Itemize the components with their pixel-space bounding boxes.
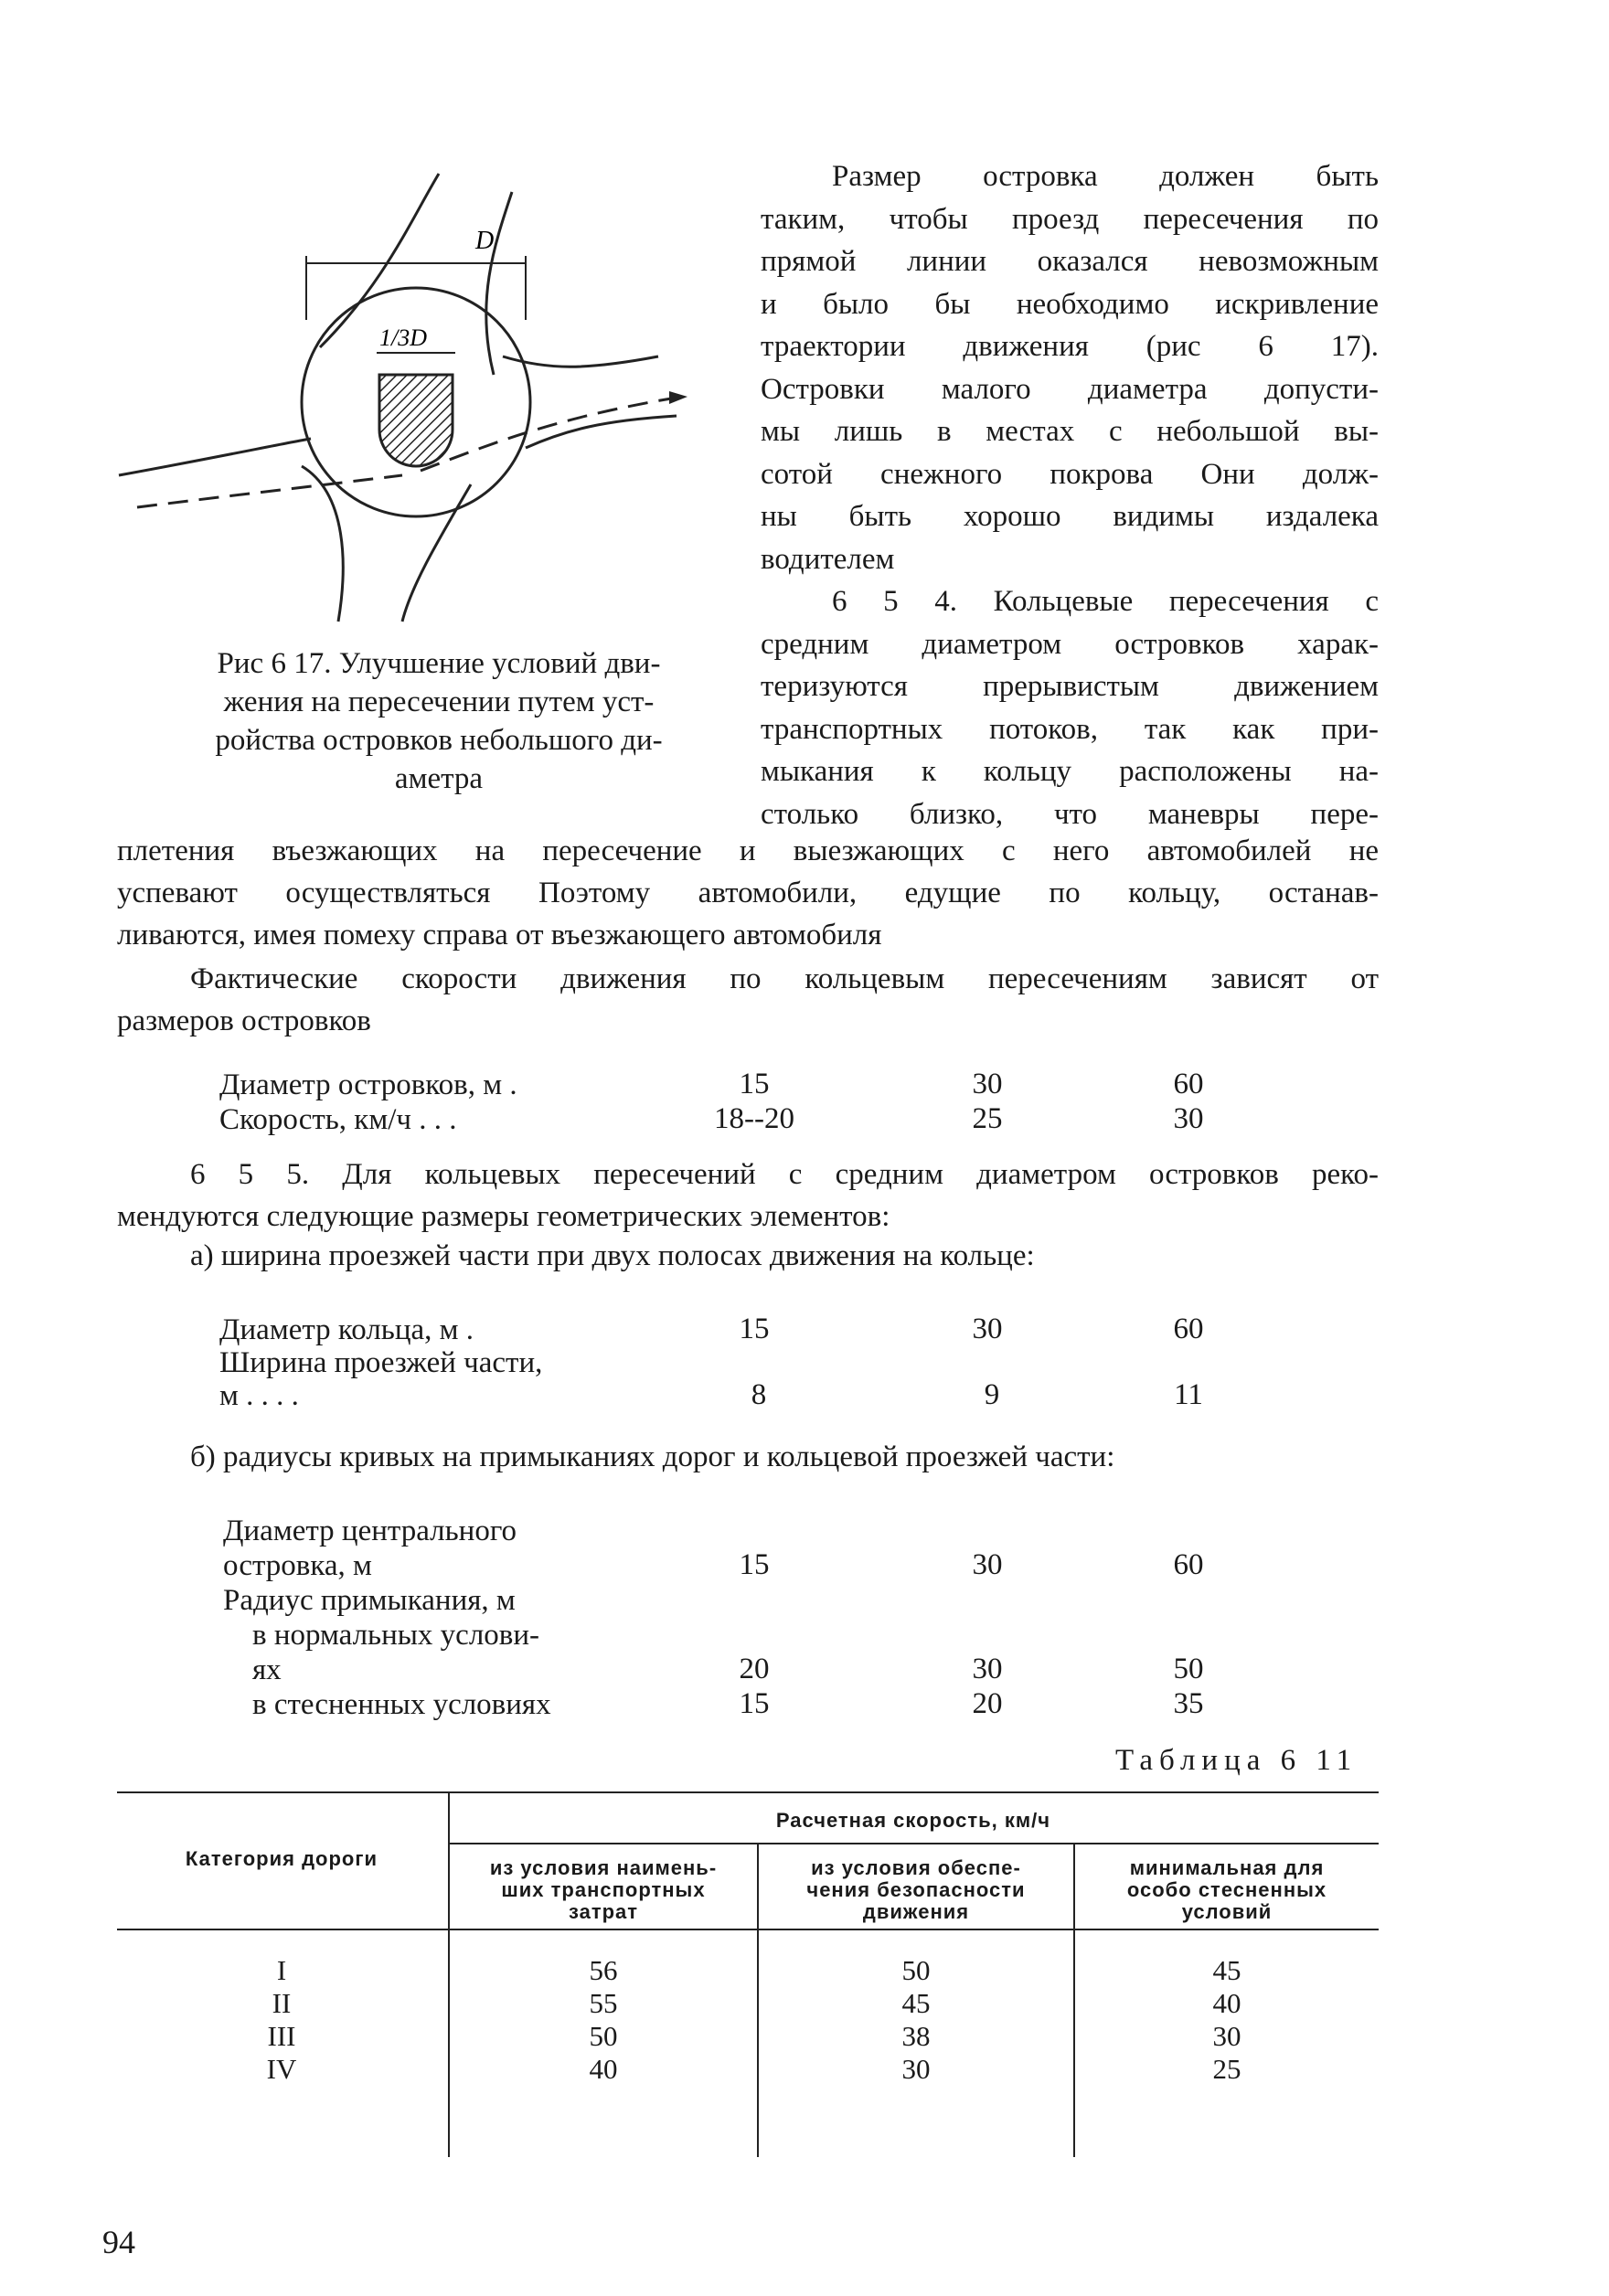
table-611 (117, 1791, 1379, 2157)
table-b-label: в стесненных условиях (252, 1688, 551, 1721)
text-line: 6 5 4. Кольцевые пересечения с (832, 585, 1379, 618)
radius-normal: 50 (1173, 1653, 1204, 1685)
column-group-header: Расчетная скорость, км/ч (775, 1809, 1051, 1832)
speed-value: 30 (1173, 1102, 1204, 1135)
table-column-minimum-values: 45 40 30 25 (1212, 1954, 1241, 2085)
table-b-label: Радиус примыкания, м (223, 1584, 516, 1617)
text-line: мендуются следующие размеры геометрических элементов: (117, 1200, 890, 1233)
ring-diameter: 30 (972, 1313, 1003, 1345)
table-b-label: Диаметр центрального (223, 1515, 517, 1547)
text-line: Островки малого диаметра допусти- (761, 372, 1379, 406)
text-line: транспортных потоков, так как при- (761, 712, 1379, 746)
paragraph-speeds (117, 958, 1379, 1042)
text-line: водителем (761, 542, 895, 576)
text-line: прямой линии оказался невозможным (761, 245, 1379, 278)
text-line: средним диаметром островков харак- (761, 627, 1379, 661)
text-line: ны быть хорошо видимы издалека (761, 500, 1379, 533)
table-b-label: ях (252, 1653, 282, 1686)
speed-value: 25 (972, 1102, 1003, 1135)
text-line: и было бы необходимо искривление (761, 287, 1379, 321)
text-line: столько близко, что маневры пере- (761, 797, 1379, 831)
caption-line: Рис 6 17. Улучшение условий дви- (217, 647, 661, 680)
radius-normal: 20 (739, 1653, 770, 1685)
text-line: сотой снежного покрова Они долж- (761, 457, 1379, 491)
speed-value: 60 (1173, 1068, 1204, 1100)
speed-value: 30 (972, 1068, 1003, 1100)
figure-caption (146, 644, 731, 798)
radius-tight: 20 (972, 1687, 1003, 1720)
caption-line: ройства островков небольшого ди- (215, 724, 663, 757)
carriageway-width: 11 (1174, 1378, 1203, 1411)
island-diameter: 15 (739, 1548, 770, 1581)
speed-row-label: Диаметр островков, м . (219, 1068, 517, 1101)
paragraph-654-continued (117, 830, 1379, 956)
column-header-minimum: минимальная для особо стесненных условий (1126, 1856, 1327, 1923)
text-line: ливаются, имея помеху справа от въезжающего автомобиля (117, 919, 882, 951)
speed-value: 15 (739, 1068, 770, 1100)
table-a-label: Ширина проезжей части, (219, 1346, 543, 1379)
text-line: 6 5 5. Для кольцевых пересечений с средним диаметром островков реко- (190, 1158, 1379, 1191)
radius-normal: 30 (972, 1653, 1003, 1685)
speed-value: 18--20 (714, 1102, 794, 1135)
speed-row-label: Скорость, км/ч . . . (219, 1103, 457, 1136)
text-line: успевают осуществляться Поэтому автомобили, едущие по кольцу, останав- (117, 877, 1379, 909)
table-column-cost-values: 56 55 50 40 (589, 1954, 618, 2085)
column-header-safety: из условия обеспе- чения безопасности движения (806, 1856, 1026, 1923)
ring-diameter: 15 (739, 1313, 770, 1345)
table-caption: Таблица 6 11 (1115, 1744, 1359, 1777)
text-line: мы лишь в местах с небольшой вы- (761, 415, 1379, 448)
column-header-cost: из условия наимень- ших транспортных затрат (489, 1856, 718, 1923)
text-line: плетения въезжающих на пересечение и выезжающих с него автомобилей не (117, 834, 1379, 867)
text-line: Размер островка должен быть (832, 160, 1379, 193)
table-column-safety-values: 50 45 38 30 (901, 1954, 931, 2085)
radius-tight: 35 (1173, 1687, 1204, 1720)
caption-line: аметра (394, 762, 484, 795)
table-row-category: I II III IV (266, 1954, 297, 2085)
ring-diameter: 60 (1173, 1313, 1204, 1345)
carriageway-width: 9 (984, 1378, 1000, 1411)
table-a-label: м . . . . (219, 1379, 299, 1412)
item-a: а) ширина проезжей части при двух полосах движения на кольце: (190, 1239, 1035, 1272)
text-line: теризуются прерывистым движением (761, 670, 1379, 703)
text-line: мыкания к кольцу расположены на- (761, 755, 1379, 788)
island-diameter: 60 (1173, 1548, 1204, 1581)
island-label: 1/3D (379, 324, 427, 351)
column-header-category: Категория дороги (185, 1847, 378, 1870)
table-b-label: в нормальных услови- (252, 1619, 540, 1652)
right-column-text (761, 155, 1379, 835)
text-line: траектории движения (рис 6 17). (761, 330, 1379, 363)
page-number: 94 (102, 2224, 135, 2260)
text-line: таким, чтобы проезд пересечения по (761, 202, 1379, 236)
d-label: D (475, 227, 495, 255)
text-line: Фактические скорости движения по кольцевым пересечениям зависят от (190, 962, 1379, 995)
text-line: размеров островков (117, 1004, 371, 1037)
item-b: б) радиусы кривых на примыканиях дорог и кольцевой проезжей части: (190, 1440, 1115, 1473)
island-diameter: 30 (972, 1548, 1003, 1581)
radius-tight: 15 (739, 1687, 770, 1720)
paragraph-655 (117, 1153, 1379, 1238)
roundabout-figure (110, 165, 695, 640)
table-b-label: островка, м (223, 1549, 372, 1582)
caption-line: жения на пересечении путем уст- (223, 686, 655, 718)
table-a-label: Диаметр кольца, м . (219, 1313, 474, 1346)
carriageway-width: 8 (751, 1378, 767, 1411)
